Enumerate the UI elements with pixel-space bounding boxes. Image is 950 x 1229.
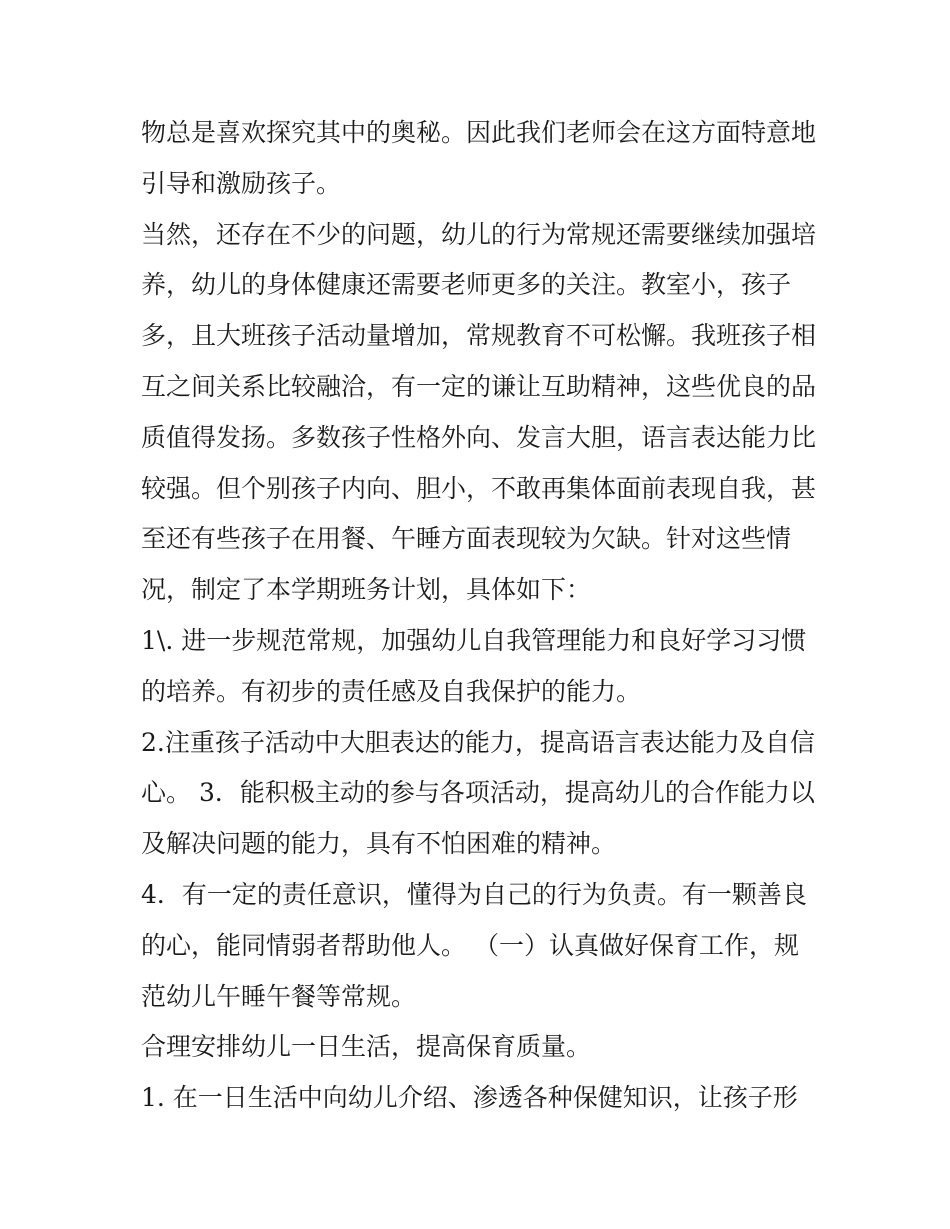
- text-line: 质值得发扬。多数孩子性格外向、发言大胆，语言表达能力比: [141, 422, 817, 452]
- text-line: 的心，能同情弱者帮助他人。 （一）认真做好保育工作，规: [141, 930, 799, 960]
- text-line: 当然，还存在不少的问题，幼儿的行为常规还需要继续加强培: [141, 219, 817, 249]
- text-line: 范幼儿午睡午餐等常规。: [141, 981, 417, 1011]
- text-line: 至还有些孩子在用餐、午睡方面表现较为欠缺。针对这些情: [141, 524, 792, 554]
- text-line: 1\. 进一步规范常规，加强幼儿自我管理能力和良好学习习惯: [141, 625, 807, 655]
- text-line: 况，制定了本学期班务计划，具体如下：: [141, 575, 592, 605]
- text-line: 1. 在一日生活中向幼儿介绍、渗透各种保健知识，让孩子形: [141, 1083, 798, 1113]
- text-line: 4．有一定的责任意识，懂得为自己的行为负责。有一颗善良: [141, 879, 807, 909]
- text-line: 较强。但个别孩子内向、胆小，不敢再集体面前表现自我，甚: [141, 473, 817, 503]
- text-line: 物总是喜欢探究其中的奥秘。因此我们老师会在这方面特意地: [141, 118, 817, 147]
- text-line: 引导和激励孩子。: [141, 168, 342, 198]
- text-line: 互之间关系比较融洽，有一定的谦让互助精神，这些优良的品: [141, 371, 817, 401]
- text-line: 2.注重孩子活动中大胆表达的能力，提高语言表达能力及自信: [141, 727, 815, 757]
- text-line: 心。 3．能积极主动的参与各项活动，提高幼儿的合作能力以: [141, 778, 815, 808]
- text-line: 及解决问题的能力，具有不怕困难的精神。: [141, 829, 617, 859]
- document-body: [141, 108, 821, 1124]
- text-line: 合理安排幼儿一日生活，提高保育质量。: [141, 1032, 592, 1062]
- text-line: 的培养。有初步的责任感及自我保护的能力。: [141, 676, 642, 706]
- text-line: 多，且大班孩子活动量增加，常规教育不可松懈。我班孩子相: [141, 321, 817, 351]
- text-line: 养，幼儿的身体健康还需要老师更多的关注。教室小，孩子: [141, 270, 792, 300]
